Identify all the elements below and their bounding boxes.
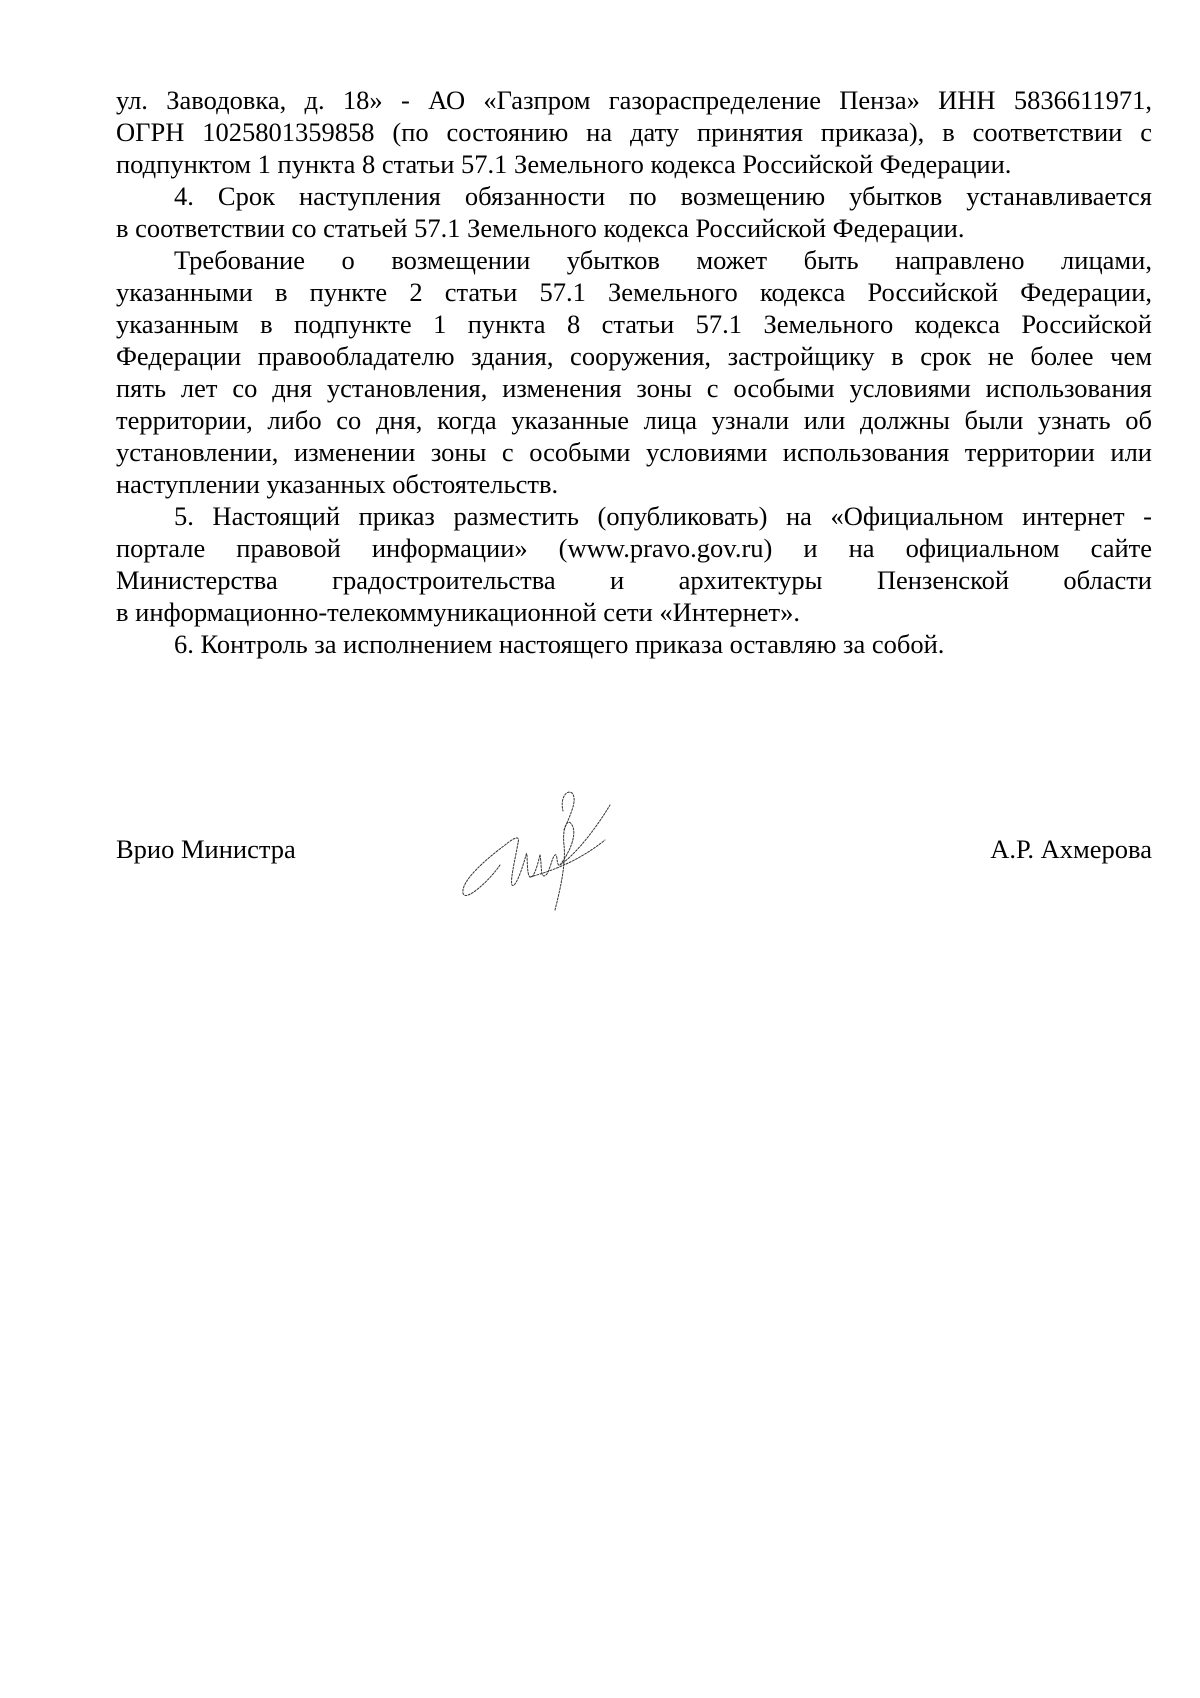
text-line: территории, либо со дня, когда указанные лица узнали или должны были узнать об [116, 405, 1152, 435]
text-line: 4. Срок наступления обязанности по возмещению убытков устанавливается [174, 181, 1152, 211]
text-line: ОГРН 1025801359858 (по состоянию на дату принятия приказа), в соответствии с [116, 117, 1152, 147]
text-line: в информационно-телекоммуникационной сети «Интернет». [116, 597, 800, 627]
text-line: подпунктом 1 пункта 8 статьи 57.1 Земельного кодекса Российской Федерации. [116, 149, 1012, 179]
paragraph-item-5 [116, 500, 1152, 628]
text-line: указанными в пункте 2 статьи 57.1 Земельного кодекса Российской Федерации, [116, 277, 1152, 307]
text-line: наступлении указанных обстоятельств. [116, 469, 559, 499]
text-line: в соответствии со статьей 57.1 Земельного кодекса Российской Федерации. [116, 213, 965, 243]
paragraph-address [116, 84, 1152, 180]
text-line: портале правовой информации» (www.pravo.gov.ru) и на официальном сайте [116, 533, 1152, 563]
signature-block [116, 833, 1152, 873]
text-line: Федерации правообладателю здания, сооружения, застройщику в срок не более чем [116, 341, 1152, 371]
text-line: пять лет со дня установления, изменения зоны с особыми условиями использования [116, 373, 1152, 403]
text-line: ул. Заводовка, д. 18» - АО «Газпром газораспределение Пенза» ИНН 5836611971, [116, 85, 1152, 115]
text-line: указанным в подпункте 1 пункта 8 статьи 57.1 Земельного кодекса Российской [116, 309, 1152, 339]
text-line: установлении, изменении зоны с особыми условиями использования территории или [116, 437, 1152, 467]
paragraph-item-4 [116, 180, 1152, 244]
paragraph-item-6 [116, 628, 1152, 660]
signatory-name: А.Р. Ахмерова [990, 834, 1152, 864]
document-body [116, 84, 1152, 660]
text-line: 6. Контроль за исполнением настоящего приказа оставляю за собой. [174, 629, 945, 659]
text-line: Министерства градостроительства и архитектуры Пензенской области [116, 565, 1152, 595]
paragraph-compensation-claim [116, 244, 1152, 500]
text-line: 5. Настоящий приказ разместить (опубликовать) на «Официальном интернет - [174, 501, 1152, 531]
signatory-position: Врио Министра [116, 834, 296, 864]
text-line: Требование о возмещении убытков может быть направлено лицами, [174, 245, 1152, 275]
